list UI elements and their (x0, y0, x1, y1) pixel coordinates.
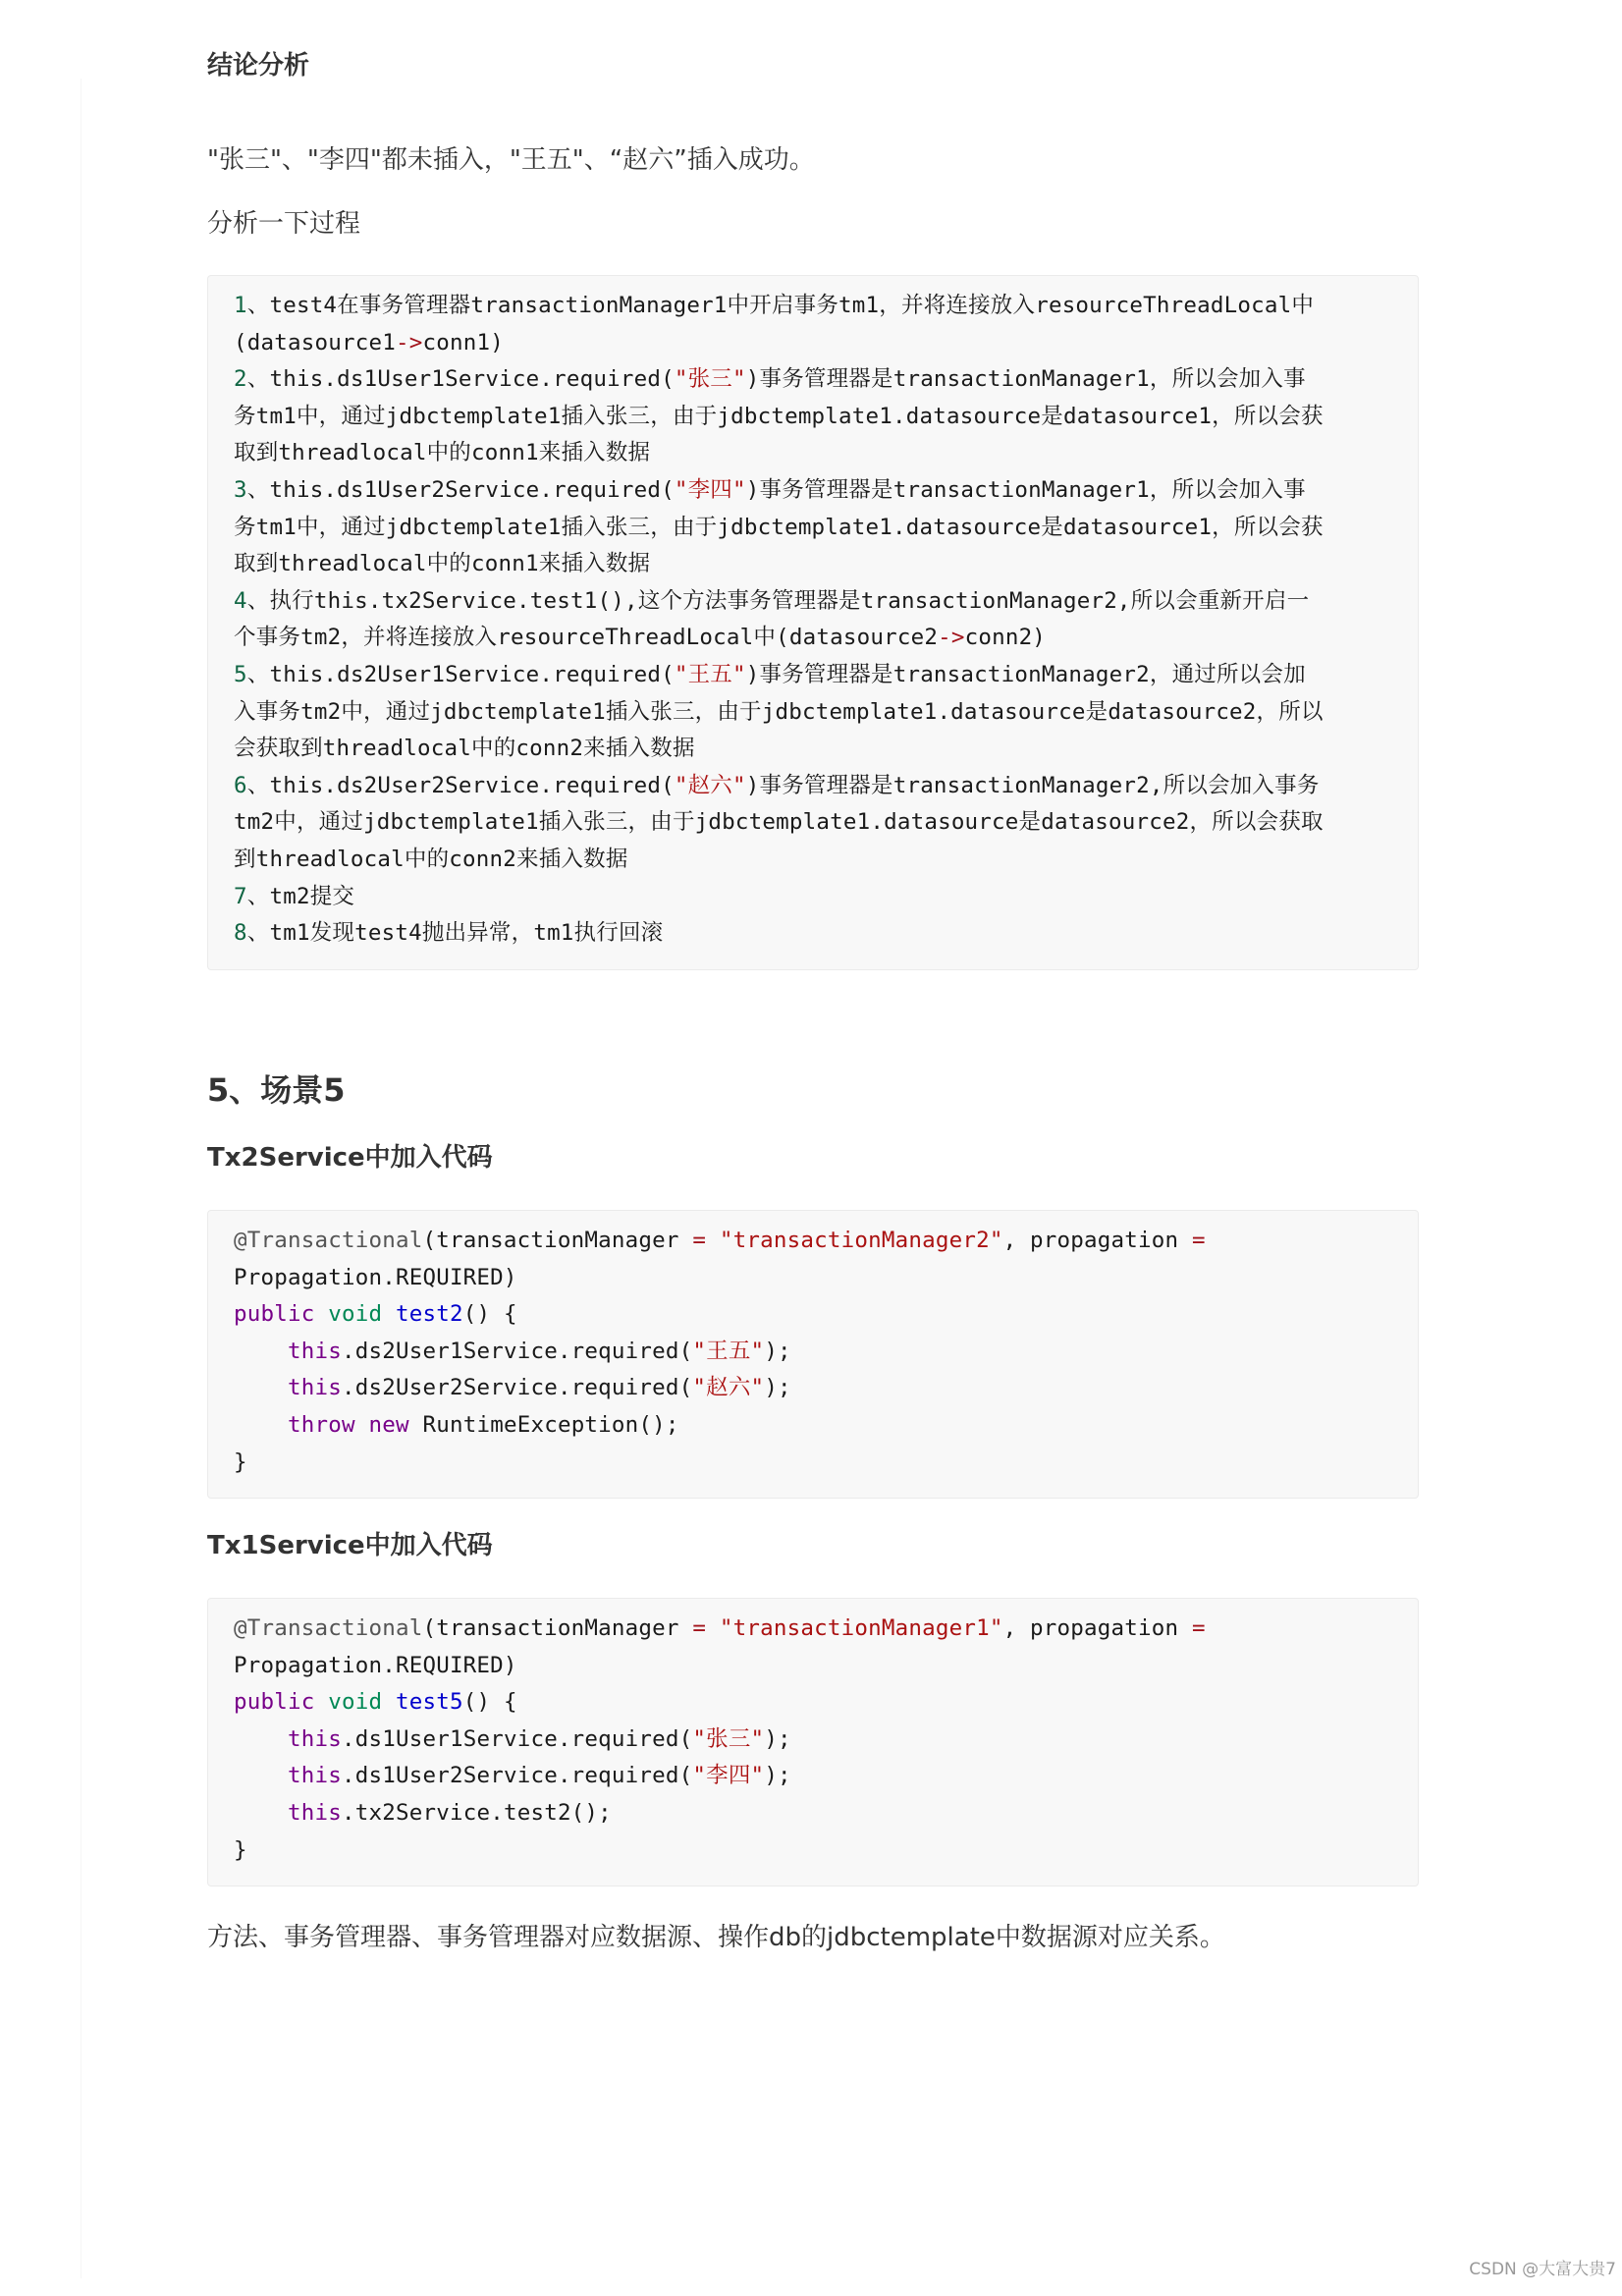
code-line (234, 1445, 1400, 1482)
code-token-plain: (transactionManager (422, 1228, 693, 1253)
code-token-plain: 取到threadlocal中的conn1来插入数据 (234, 551, 651, 577)
code-line (234, 879, 1400, 916)
code-token-plain: 、tm1发现test4抛出异常，tm1执行回滚 (246, 920, 664, 947)
process-steps-code-block (207, 275, 1419, 970)
code-token-plain (234, 1339, 288, 1364)
code-token-plain (314, 1301, 328, 1327)
code-line (234, 1296, 1400, 1334)
code-token-plain: Propagation.REQUIRED) (234, 1264, 517, 1290)
code-token-kw: public (234, 1301, 315, 1328)
code-token-plain: (datasource1 (234, 329, 396, 355)
code-token-plain: 、tm2提交 (246, 883, 355, 909)
section-5-heading: 5、场景5 (207, 1071, 346, 1109)
code-token-plain: Propagation.REQUIRED) (234, 1652, 517, 1678)
code-token-plain: } (234, 1836, 247, 1863)
code-line (234, 1684, 1400, 1722)
code-token-plain: )事务管理器是transactionManager1，所以会加入事 (745, 476, 1306, 503)
code-line (234, 361, 1400, 399)
csdn-watermark: CSDN @大富大贵7 (1469, 2260, 1616, 2279)
code-token-plain (234, 1375, 288, 1400)
code-token-op: -> (938, 625, 965, 651)
code-token-str: "transactionManager1" (719, 1615, 1003, 1641)
code-line (234, 546, 1400, 583)
tx2service-code-block (207, 1210, 1419, 1499)
code-token-type: void (328, 1301, 383, 1328)
code-line (234, 1611, 1400, 1648)
tx2service-label: Tx2Service中加入代码 (207, 1143, 493, 1173)
code-token-plain: RuntimeException(); (408, 1411, 679, 1438)
code-token-str: "王五" (692, 1338, 765, 1364)
code-token-plain: .ds2User2Service.required( (342, 1375, 693, 1401)
code-line (234, 583, 1400, 621)
code-token-meta: @Transactional (234, 1228, 423, 1253)
code-line (234, 1223, 1400, 1260)
code-token-plain: 、this.ds1User2Service.required( (246, 476, 675, 503)
code-token-str: "王五" (674, 661, 746, 687)
code-token-plain: 入事务tm2中，通过jdbctemplate1插入张三，由于jdbctemplate1.datasource是datasource2，所以 (234, 698, 1324, 725)
code-token-plain: ); (764, 1725, 791, 1752)
code-token-plain: .ds1User1Service.required( (342, 1725, 693, 1752)
code-line (234, 1722, 1400, 1759)
code-token-plain: () { (462, 1301, 517, 1328)
code-line (234, 1648, 1400, 1685)
code-token-plain: (transactionManager (422, 1615, 693, 1641)
code-line (234, 325, 1400, 362)
tx2service-code-lines (234, 1223, 1400, 1481)
code-token-def: test2 (395, 1301, 463, 1328)
process-steps-lines (234, 288, 1400, 953)
process-label: 分析一下过程 (207, 209, 361, 239)
code-token-plain (382, 1301, 396, 1327)
code-line (234, 731, 1400, 768)
code-token-plain: 取到threadlocal中的conn1来插入数据 (234, 440, 651, 466)
code-token-plain: conn1) (422, 329, 504, 355)
code-token-kw: public (234, 1689, 315, 1716)
code-token-plain: )事务管理器是transactionManager2,所以会加入事务 (745, 772, 1320, 798)
code-token-plain (234, 1800, 288, 1826)
code-token-op: = (1192, 1615, 1206, 1641)
code-token-plain: 、this.ds1User1Service.required( (246, 366, 675, 393)
code-token-num: 5 (234, 661, 247, 687)
code-token-plain (382, 1689, 396, 1715)
code-token-plain (234, 1763, 288, 1788)
code-token-plain: 务tm1中，通过jdbctemplate1插入张三，由于jdbctemplate1.datasource是datasource1，所以会获 (234, 514, 1324, 540)
code-token-str: "赵六" (674, 772, 746, 798)
code-token-plain: 、this.ds2User2Service.required( (246, 772, 675, 798)
code-token-plain: tm2中，通过jdbctemplate1插入张三，由于jdbctemplate1.datasource是datasource2，所以会获取 (234, 809, 1324, 836)
code-token-kw: this (288, 1763, 342, 1789)
code-token-plain: )事务管理器是transactionManager1，所以会加入事 (745, 366, 1306, 393)
code-token-op: = (1192, 1228, 1206, 1253)
code-token-kw: this (288, 1375, 342, 1401)
code-line (234, 804, 1400, 842)
code-token-num: 3 (234, 476, 247, 503)
conclusion-result: "张三"、"李四"都未插入，"王五"、“赵六”插入成功。 (207, 145, 815, 175)
code-token-meta: @Transactional (234, 1615, 423, 1641)
code-token-str: "transactionManager2" (719, 1228, 1003, 1253)
code-token-str: "张三" (692, 1725, 765, 1752)
code-token-plain: 会获取到threadlocal中的conn2来插入数据 (234, 736, 695, 762)
tx1service-label: Tx1Service中加入代码 (207, 1531, 493, 1560)
code-token-plain: 到threadlocal中的conn2来插入数据 (234, 846, 628, 872)
code-token-plain: .tx2Service.test2(); (342, 1799, 612, 1826)
code-token-op: -> (395, 329, 423, 355)
code-line (234, 1334, 1400, 1371)
code-token-num: 2 (234, 366, 247, 393)
code-token-op: = (692, 1615, 707, 1641)
code-token-plain: , propagation (1002, 1615, 1193, 1641)
code-token-num: 7 (234, 883, 247, 909)
code-line (234, 288, 1400, 325)
code-token-str: "李四" (692, 1763, 765, 1789)
code-token-plain: 务tm1中，通过jdbctemplate1插入张三，由于jdbctemplate1.datasource是datasource1，所以会获 (234, 403, 1324, 429)
code-token-plain: ); (764, 1338, 791, 1364)
code-token-plain: () { (462, 1689, 517, 1716)
tx1service-code-lines (234, 1611, 1400, 1869)
code-token-str: "赵六" (692, 1375, 765, 1401)
code-line (234, 657, 1400, 694)
code-token-plain: 、test4在事务管理器transactionManager1中开启事务tm1，并将连接放入resourceThreadLocal中 (246, 293, 1315, 318)
code-token-def: test5 (395, 1689, 463, 1716)
code-line (234, 620, 1400, 657)
code-line (234, 694, 1400, 732)
code-token-plain: , propagation (1002, 1228, 1193, 1253)
code-token-plain: .ds1User2Service.required( (342, 1763, 693, 1789)
code-line (234, 1795, 1400, 1832)
code-token-str: "李四" (674, 476, 746, 503)
summary-paragraph: 方法、事务管理器、事务管理器对应数据源、操作db的jdbctemplate中数据源对应关系。 (207, 1923, 1225, 1952)
code-line (234, 472, 1400, 510)
code-token-plain: 个事务tm2，并将连接放入resourceThreadLocal中(datasource2 (234, 625, 939, 651)
code-token-plain: .ds2User1Service.required( (342, 1338, 693, 1364)
code-token-plain (706, 1615, 720, 1641)
code-token-num: 1 (234, 293, 247, 318)
code-token-plain: 、执行this.tx2Service.test1(),这个方法事务管理器是transactionManager2,所以会重新开启一 (246, 587, 1310, 614)
code-line (234, 768, 1400, 805)
code-line (234, 510, 1400, 547)
code-token-str: "张三" (674, 366, 746, 393)
code-line (234, 1407, 1400, 1445)
code-line (234, 1758, 1400, 1795)
code-token-kw: this (288, 1799, 342, 1826)
code-token-plain (314, 1689, 328, 1715)
conclusion-heading: 结论分析 (207, 51, 310, 81)
code-token-plain: conn2) (964, 625, 1047, 651)
code-token-plain (234, 1412, 288, 1438)
code-line (234, 1370, 1400, 1407)
code-token-type: void (328, 1689, 383, 1716)
code-token-plain (234, 1726, 288, 1752)
code-token-kw: this (288, 1338, 342, 1364)
code-token-op: = (692, 1228, 707, 1253)
code-line (234, 842, 1400, 879)
code-token-plain: 、this.ds2User1Service.required( (246, 661, 675, 687)
code-token-plain: } (234, 1449, 247, 1475)
code-line (234, 1260, 1400, 1297)
code-line (234, 399, 1400, 436)
code-token-kw: this (288, 1725, 342, 1752)
code-line (234, 1832, 1400, 1870)
code-token-num: 8 (234, 920, 247, 947)
code-token-kw: new (368, 1411, 409, 1438)
code-token-kw: throw (288, 1411, 355, 1438)
code-token-plain (355, 1412, 369, 1438)
code-line (234, 435, 1400, 472)
code-token-num: 6 (234, 772, 247, 798)
code-token-plain: ); (764, 1763, 791, 1789)
code-line (234, 915, 1400, 953)
code-token-plain: ); (764, 1375, 791, 1401)
code-token-plain: )事务管理器是transactionManager2，通过所以会加 (745, 661, 1306, 687)
code-token-num: 4 (234, 587, 247, 614)
code-token-plain (706, 1228, 720, 1253)
tx1service-code-block (207, 1598, 1419, 1886)
